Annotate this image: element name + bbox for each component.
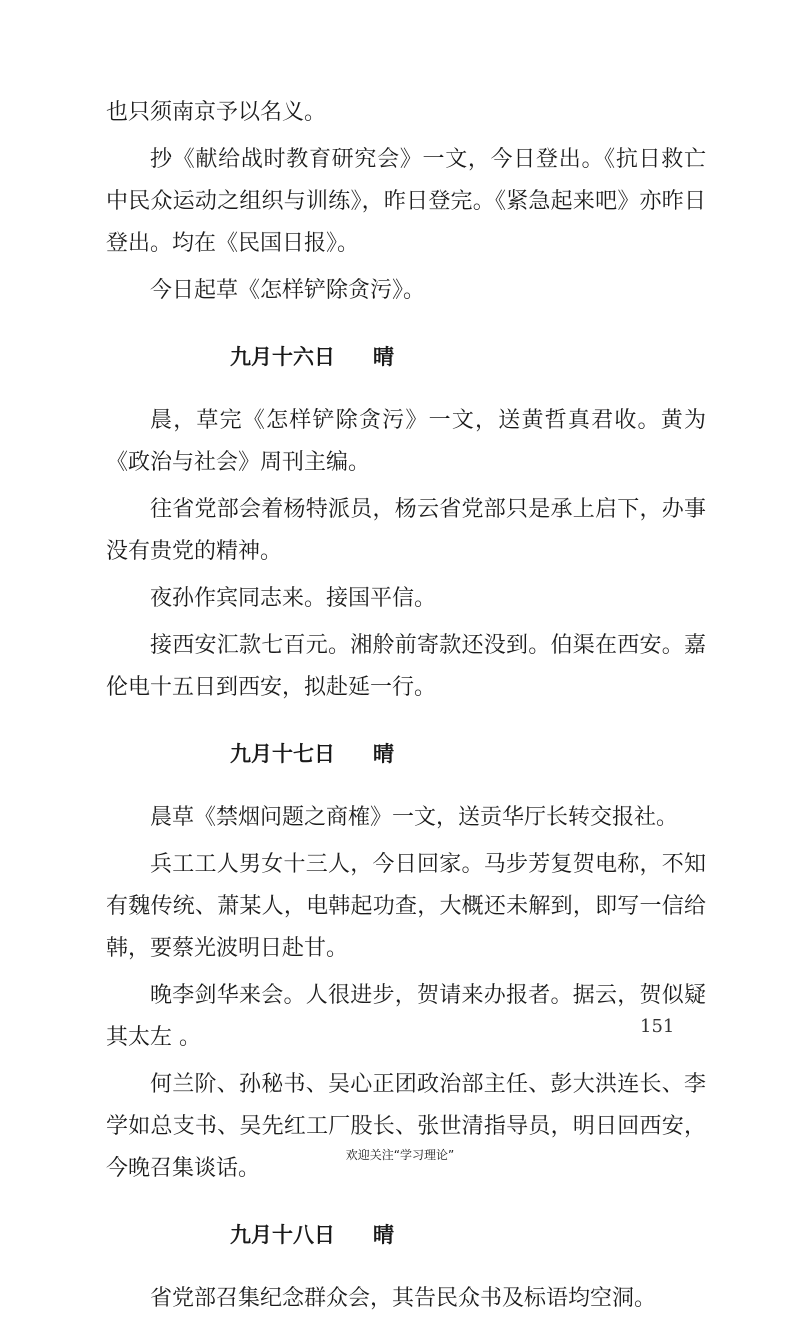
paragraph: 今日起草《怎样铲除贪污》。 — [150, 278, 426, 303]
date-heading-weather: 晴 — [373, 742, 394, 766]
footer-watermark: 欢迎关注“学习理论” — [345, 1148, 455, 1162]
paragraph: 往省党部会着杨特派员，杨云省党部只是承上启下，办事没有贵党的精神。 — [106, 497, 706, 564]
date-heading-date: 九月十七日 — [230, 742, 335, 766]
paragraph: 晨，草完《怎样铲除贪污》一文，送黄哲真君收。黄为《政治与社会》周刊主编。 — [106, 408, 706, 475]
paragraph: 也只须南京予以名义。 — [106, 100, 327, 125]
date-heading-date: 九月十六日 — [230, 345, 335, 369]
date-heading-date: 九月十八日 — [230, 1223, 335, 1247]
date-heading — [230, 733, 706, 775]
paragraph: 何兰阶、孙秘书、吴心正团政治部主任、彭大洪连长、李学如总支书、吴先红工厂股长、张世清指导员，明日回西安，今晚召集谈话。 — [106, 1072, 706, 1181]
paragraph: 夜孙作宾同志来。接国平信。 — [150, 586, 437, 611]
page-number: 151 — [640, 1016, 675, 1037]
paragraph: 接西安汇款七百元。湘舲前寄款还没到。伯渠在西安。嘉伦电十五日到西安，拟赴延一行。 — [106, 633, 706, 700]
date-heading — [230, 1214, 706, 1256]
paragraph: 晚李剑华来会。人很进步，贺请来办报者。据云，贺似疑其太左 。 — [106, 983, 706, 1050]
date-heading-weather: 晴 — [373, 1223, 394, 1247]
page-content — [106, 92, 706, 1325]
paragraph: 省党部召集纪念群众会，其告民众书及标语均空洞。 — [150, 1286, 657, 1311]
paragraph: 晨草《禁烟问题之商榷》一文，送贡华厅长转交报社。 — [150, 805, 679, 830]
paragraph: 兵工工人男女十三人，今日回家。马步芳复贺电称，不知有魏传统、萧某人，电韩起功查，大概还未解到，即写一信给韩，要蔡光波明日赴甘。 — [106, 852, 706, 961]
paragraph: 抄《献给战时教育研究会》一文，今日登出。《抗日救亡中民众运动之组织与训练》，昨日登完。《紧急起来吧》亦昨日登出。均在《民国日报》。 — [106, 147, 706, 256]
date-heading-weather: 晴 — [373, 345, 394, 369]
date-heading — [230, 336, 706, 378]
